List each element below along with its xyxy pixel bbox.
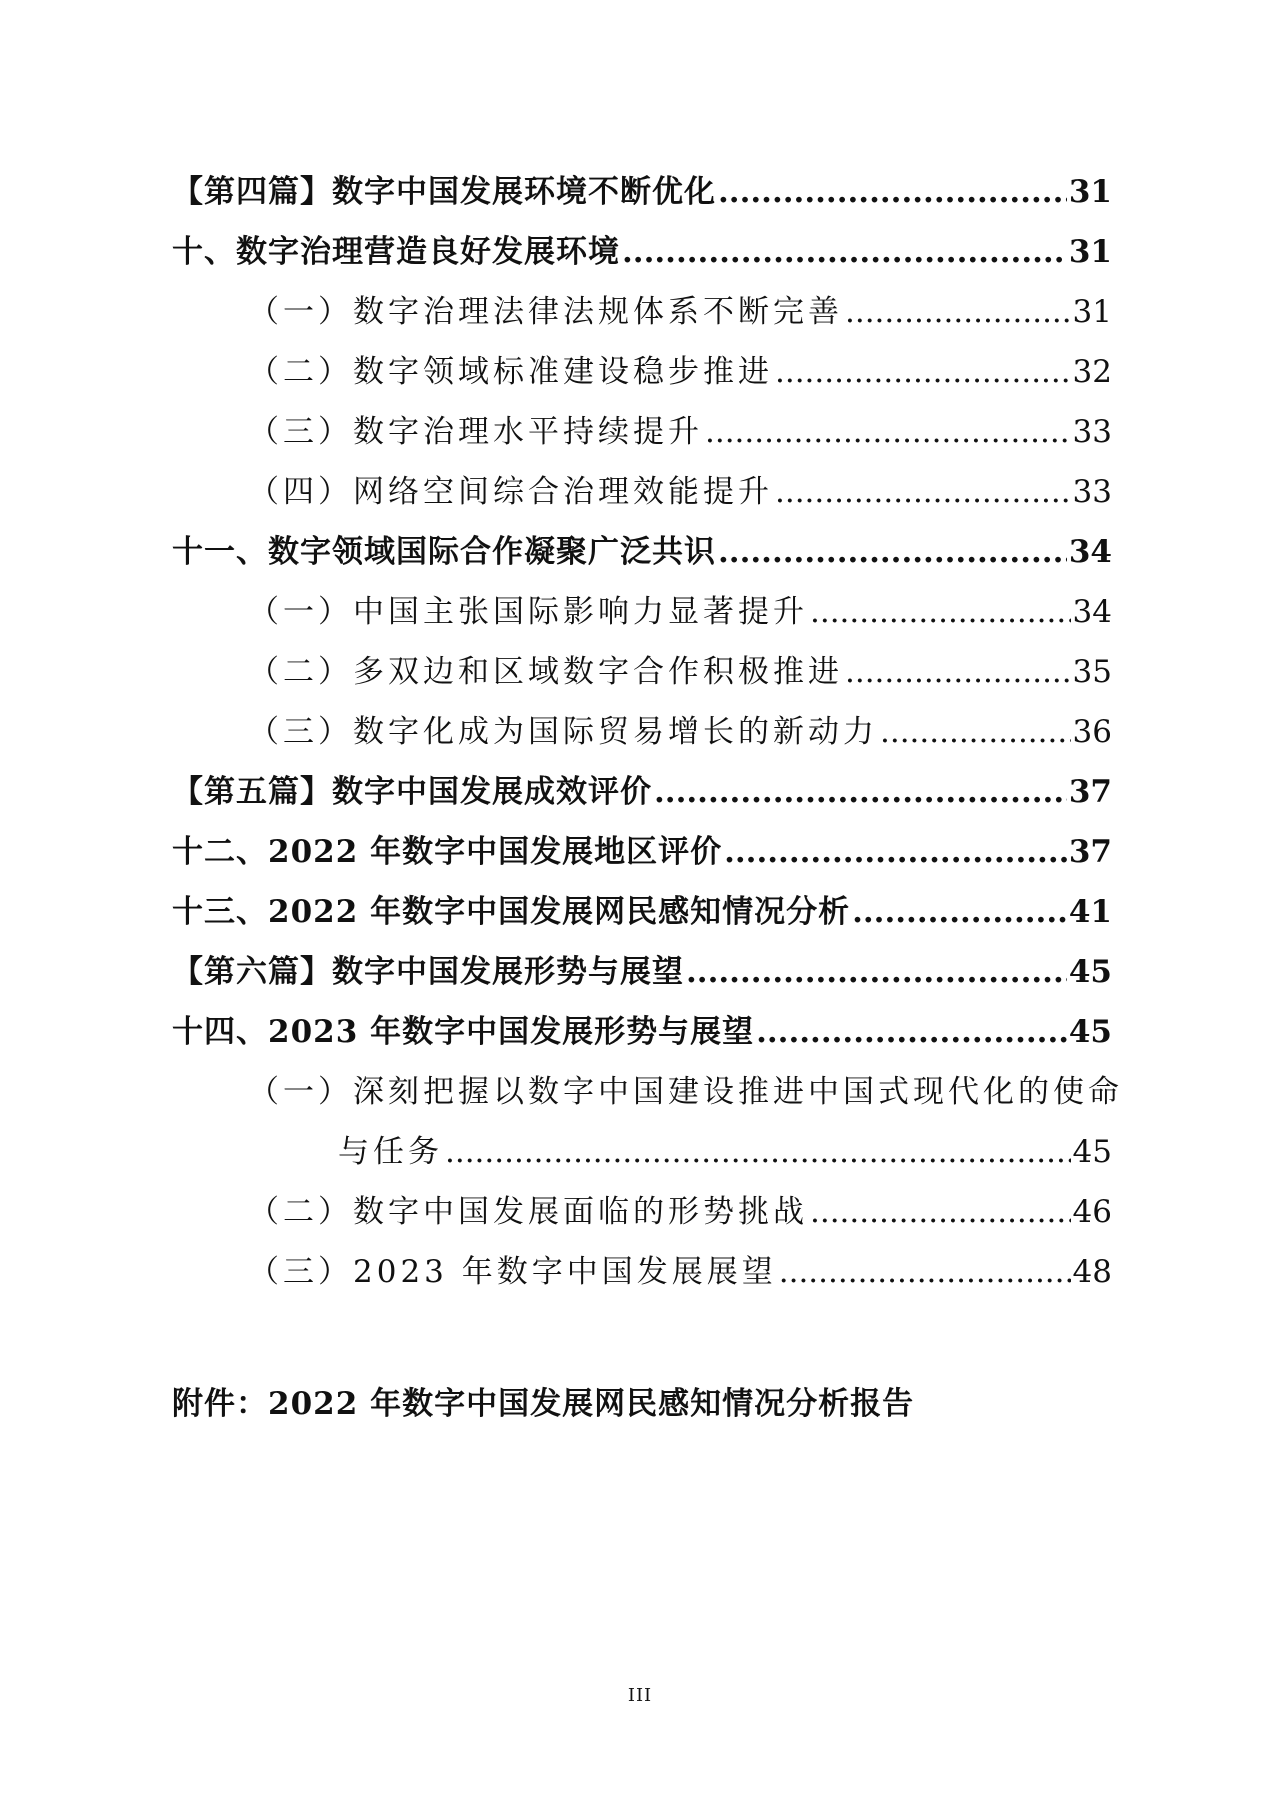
toc-leader-dots [845, 282, 1071, 342]
toc-entry-label: （一）深刻把握以数字中国建设推进中国式现代化的使命 [248, 1074, 1123, 1110]
toc-entry-chapter-eleven[interactable] [172, 522, 1112, 582]
toc-leader-dots [880, 702, 1071, 762]
toc-entry-label: （一）中国主张国际影响力显著提升 [248, 594, 808, 630]
toc-entry-section-11-2[interactable] [172, 642, 1112, 702]
toc-leader-dots [775, 342, 1071, 402]
toc-leader-dots [724, 822, 1067, 882]
toc-leader-dots [810, 1182, 1071, 1242]
toc-leader-dots [705, 402, 1071, 462]
toc-entry-page-number: 45 [1072, 1134, 1112, 1170]
appendix-title[interactable]: 附件：2022 年数字中国发展网民感知情况分析报告 [172, 1386, 915, 1422]
toc-entry-label: （二）数字领域标准建设稳步推进 [248, 354, 773, 390]
toc-leader-dots [654, 762, 1067, 822]
toc-entry-label: 十一、数字领域国际合作凝聚广泛共识 [172, 534, 716, 570]
toc-entry-page-number: 37 [1068, 834, 1112, 870]
toc-entry-label: 【第六篇】数字中国发展形势与展望 [172, 954, 684, 990]
toc-leader-dots [810, 582, 1071, 642]
toc-entry-page-number: 41 [1068, 894, 1112, 930]
toc-entry-page-number: 35 [1072, 654, 1112, 690]
toc-entry-label: 十、数字治理营造良好发展环境 [172, 234, 620, 270]
toc-entry-section-10-2[interactable] [172, 342, 1112, 402]
toc-entry-page-number: 34 [1072, 594, 1112, 630]
toc-leader-dots [718, 522, 1067, 582]
toc-entry-page-number: 48 [1072, 1254, 1112, 1290]
toc-entry-part-five[interactable] [172, 762, 1112, 822]
toc-entry-page-number: 33 [1072, 474, 1112, 510]
toc-entry-page-number: 45 [1068, 1014, 1112, 1050]
toc-entry-page-number: 46 [1072, 1194, 1112, 1230]
toc-entry-section-11-3[interactable] [172, 702, 1112, 762]
toc-entry-label: 十三、2022 年数字中国发展网民感知情况分析 [172, 894, 851, 930]
footer-page-number: III [627, 1685, 653, 1706]
toc-entry-label: （二）多双边和区域数字合作积极推进 [248, 654, 843, 690]
toc-entry-page-number: 33 [1072, 414, 1112, 450]
toc-entry-chapter-thirteen[interactable] [172, 882, 1112, 942]
toc-entry-section-14-1-line1[interactable] [172, 1062, 1123, 1122]
toc-leader-dots [445, 1122, 1071, 1182]
toc-entry-label: 与任务 [338, 1134, 443, 1170]
toc-leader-dots [756, 1002, 1067, 1062]
toc-entry-section-14-3[interactable] [172, 1242, 1112, 1302]
toc-entry-section-10-3[interactable] [172, 402, 1112, 462]
toc-entry-chapter-fourteen[interactable] [172, 1002, 1112, 1062]
toc-leader-dots [845, 642, 1071, 702]
toc-entry-section-14-2[interactable] [172, 1182, 1112, 1242]
toc-entry-page-number: 31 [1068, 174, 1112, 210]
table-of-contents [172, 162, 1123, 1302]
toc-leader-dots [686, 942, 1067, 1002]
toc-entry-label: 【第四篇】数字中国发展环境不断优化 [172, 174, 716, 210]
toc-leader-dots [775, 462, 1071, 522]
toc-entry-page-number: 45 [1068, 954, 1112, 990]
toc-entry-page-number: 37 [1068, 774, 1112, 810]
toc-entry-section-11-1[interactable] [172, 582, 1112, 642]
toc-entry-label: （四）网络空间综合治理效能提升 [248, 474, 773, 510]
toc-entry-page-number: 36 [1072, 714, 1112, 750]
toc-entry-chapter-ten[interactable] [172, 222, 1112, 282]
toc-entry-page-number: 34 [1068, 534, 1112, 570]
toc-entry-section-10-1[interactable] [172, 282, 1112, 342]
toc-entry-label: （一）数字治理法律法规体系不断完善 [248, 294, 843, 330]
toc-entry-label: （三）数字治理水平持续提升 [248, 414, 703, 450]
toc-entry-chapter-twelve[interactable] [172, 822, 1112, 882]
toc-leader-dots [852, 882, 1067, 942]
toc-leader-dots [779, 1242, 1071, 1302]
toc-entry-section-10-4[interactable] [172, 462, 1112, 522]
toc-leader-dots [718, 162, 1067, 222]
toc-entry-label: 【第五篇】数字中国发展成效评价 [172, 774, 652, 810]
toc-entry-part-six[interactable] [172, 942, 1112, 1002]
toc-entry-label: （二）数字中国发展面临的形势挑战 [248, 1194, 808, 1230]
toc-entry-page-number: 32 [1072, 354, 1112, 390]
toc-entry-label: 十二、2022 年数字中国发展地区评价 [172, 834, 723, 870]
toc-entry-label: 十四、2023 年数字中国发展形势与展望 [172, 1014, 755, 1050]
toc-leader-dots [622, 222, 1067, 282]
toc-entry-section-14-1-line2[interactable] [172, 1122, 1112, 1182]
toc-entry-part-four[interactable] [172, 162, 1112, 222]
toc-entry-label: （三）2023 年数字中国发展展望 [248, 1254, 777, 1290]
toc-entry-page-number: 31 [1072, 294, 1112, 330]
toc-entry-label: （三）数字化成为国际贸易增长的新动力 [248, 714, 878, 750]
toc-entry-page-number: 31 [1068, 234, 1112, 270]
